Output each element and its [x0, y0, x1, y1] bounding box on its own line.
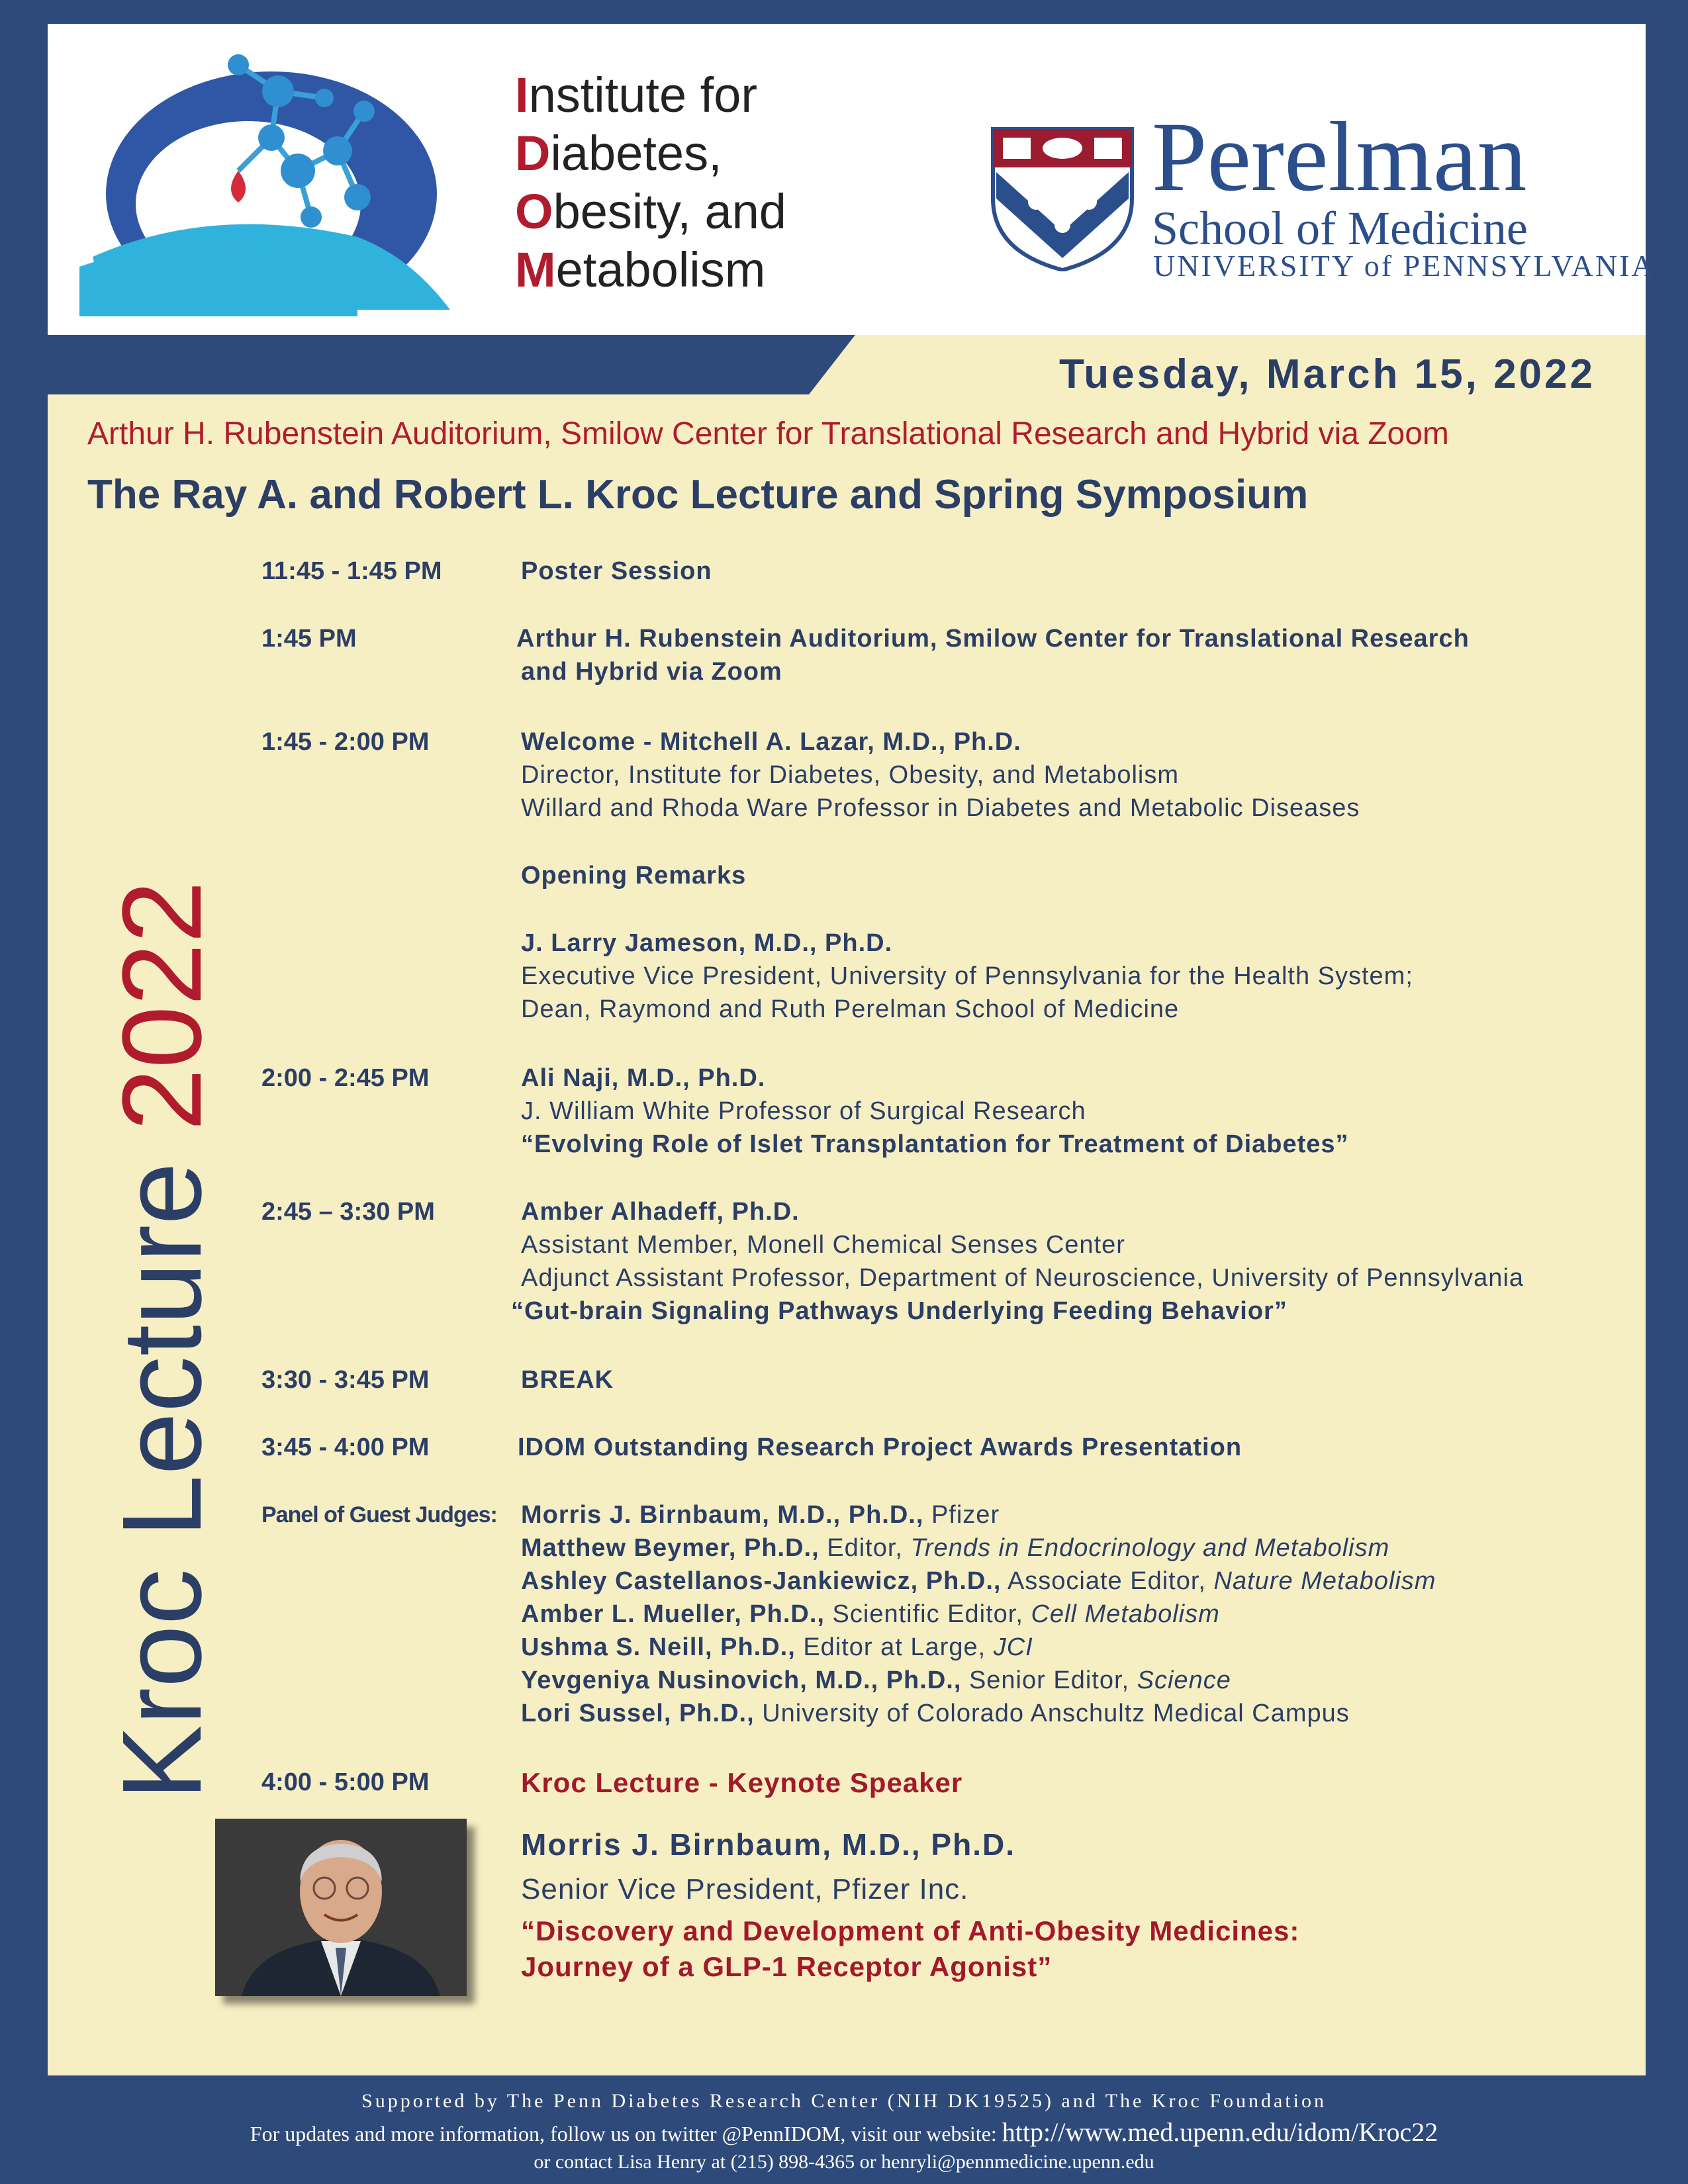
- vertical-title-text: Kroc Lecture: [99, 1130, 225, 1800]
- speaker-name: Ali Naji, M.D., Ph.D.: [521, 1064, 766, 1092]
- perelman-name: Perelman: [1152, 102, 1527, 212]
- schedule-time: 11:45 - 1:45 PM: [261, 557, 442, 585]
- panel-label: Panel of Guest Judges:: [261, 1502, 497, 1527]
- schedule-detail: Dean, Raymond and Ruth Perelman School of Medicine: [521, 995, 1180, 1023]
- schedule-detail: Director, Institute for Diabetes, Obesity, and Metabolism: [521, 761, 1180, 789]
- judge-item: Matthew Beymer, Ph.D., Editor, Trends in Endocrinology and Metabolism: [521, 1534, 1390, 1562]
- schedule-title: and Hybrid via Zoom: [521, 658, 782, 686]
- website-link[interactable]: http://www.med.upenn.edu/idom/Kroc22: [1002, 2117, 1438, 2147]
- event-date: Tuesday, March 15, 2022: [1059, 351, 1595, 397]
- schedule-title: Welcome - Mitchell A. Lazar, M.D., Ph.D.: [521, 728, 1021, 756]
- vertical-title-year: 2022: [99, 880, 225, 1131]
- schedule-time: 2:00 - 2:45 PM: [261, 1064, 430, 1092]
- schedule-title: IDOM Outstanding Research Project Awards Presentation: [518, 1433, 1243, 1461]
- speaker-name: J. Larry Jameson, M.D., Ph.D.: [521, 929, 893, 957]
- keynote-speaker: Morris J. Birnbaum, M.D., Ph.D.: [521, 1827, 1015, 1862]
- judge-item: Morris J. Birnbaum, M.D., Ph.D., Pfizer: [521, 1501, 1000, 1529]
- speaker-name: Amber Alhadeff, Ph.D.: [521, 1198, 800, 1226]
- keynote-role: Senior Vice President, Pfizer Inc.: [521, 1873, 969, 1905]
- idom-line: Institute for: [515, 68, 758, 122]
- schedule-time: 1:45 PM: [261, 625, 357, 653]
- idom-logo: [79, 38, 477, 316]
- schedule-title: BREAK: [521, 1366, 614, 1394]
- keynote-talk: Journey of a GLP-1 Receptor Agonist”: [521, 1951, 1053, 1982]
- header-tab-shape: [48, 335, 855, 394]
- schedule-detail: J. William White Professor of Surgical Research: [521, 1097, 1086, 1125]
- judge-item: Ashley Castellanos-Jankiewicz, Ph.D., Associate Editor, Nature Metabolism: [521, 1567, 1436, 1595]
- footer-contact: or contact Lisa Henry at (215) 898-4365 or henryli@pennmedicine.upenn.edu: [534, 2151, 1154, 2173]
- schedule-time: 2:45 – 3:30 PM: [261, 1198, 435, 1226]
- schedule-time: 3:30 - 3:45 PM: [261, 1366, 430, 1394]
- schedule-time: 1:45 - 2:00 PM: [261, 728, 430, 756]
- judge-item: Amber L. Mueller, Ph.D., Scientific Editor, Cell Metabolism: [521, 1600, 1220, 1628]
- schedule-detail: Assistant Member, Monell Chemical Senses Center: [521, 1231, 1125, 1259]
- judge-item: Yevgeniya Nusinovich, M.D., Ph.D., Senior Editor, Science: [521, 1666, 1231, 1694]
- schedule-title: Opening Remarks: [521, 862, 747, 889]
- schedule-detail: Executive Vice President, University of Pennsylvania for the Health System;: [521, 962, 1413, 990]
- vertical-title: [99, 880, 225, 1800]
- schedule-time: 3:45 - 4:00 PM: [261, 1433, 430, 1461]
- schedule-title: Poster Session: [521, 557, 712, 585]
- keynote-talk: “Discovery and Development of Anti-Obesity Medicines:: [521, 1915, 1300, 1946]
- judge-item: Ushma S. Neill, Ph.D., Editor at Large, JCI: [521, 1633, 1033, 1661]
- footer-support: Supported by The Penn Diabetes Research Center (NIH DK19525) and The Kroc Foundation: [361, 2090, 1327, 2112]
- idom-name: [515, 66, 786, 299]
- footer-updates: For updates and more information, follow us on twitter @PennIDOM, visit our website: http://www.med.upenn.edu/idom/Kroc22: [250, 2117, 1438, 2147]
- keynote-title: Kroc Lecture - Keynote Speaker: [521, 1767, 963, 1798]
- judge-item: Lori Sussel, Ph.D., University of Colorado Anschultz Medical Campus: [521, 1700, 1350, 1727]
- talk-title: “Gut-brain Signaling Pathways Underlying Feeding Behavior”: [511, 1297, 1288, 1325]
- schedule-title: Arthur H. Rubenstein Auditorium, Smilow Center for Translational Research: [516, 625, 1470, 653]
- speaker-portrait-icon: [215, 1819, 467, 1996]
- event-title: The Ray A. and Robert L. Kroc Lecture and Spring Symposium: [87, 472, 1309, 518]
- talk-title: “Evolving Role of Islet Transplantation for Treatment of Diabetes”: [521, 1130, 1349, 1158]
- speaker-photo: [215, 1819, 467, 1996]
- penn-shield-icon: [990, 126, 1135, 271]
- idom-line: Obesity, and: [515, 184, 786, 239]
- school-name: School of Medicine: [1152, 202, 1528, 255]
- idom-line: Diabetes,: [515, 126, 722, 181]
- event-venue: Arthur H. Rubenstein Auditorium, Smilow Center for Translational Research and Hybrid via Zoom: [87, 416, 1449, 451]
- schedule-time: 4:00 - 5:00 PM: [261, 1768, 430, 1796]
- idom-line: Metabolism: [515, 242, 766, 297]
- schedule-detail: Adjunct Assistant Professor, Department of Neuroscience, University of Pennsylvania: [521, 1264, 1524, 1292]
- university-name: UNIVERSITY of PENNSYLVANIA: [1153, 249, 1656, 283]
- schedule-detail: Willard and Rhoda Ware Professor in Diabetes and Metabolic Diseases: [521, 794, 1360, 822]
